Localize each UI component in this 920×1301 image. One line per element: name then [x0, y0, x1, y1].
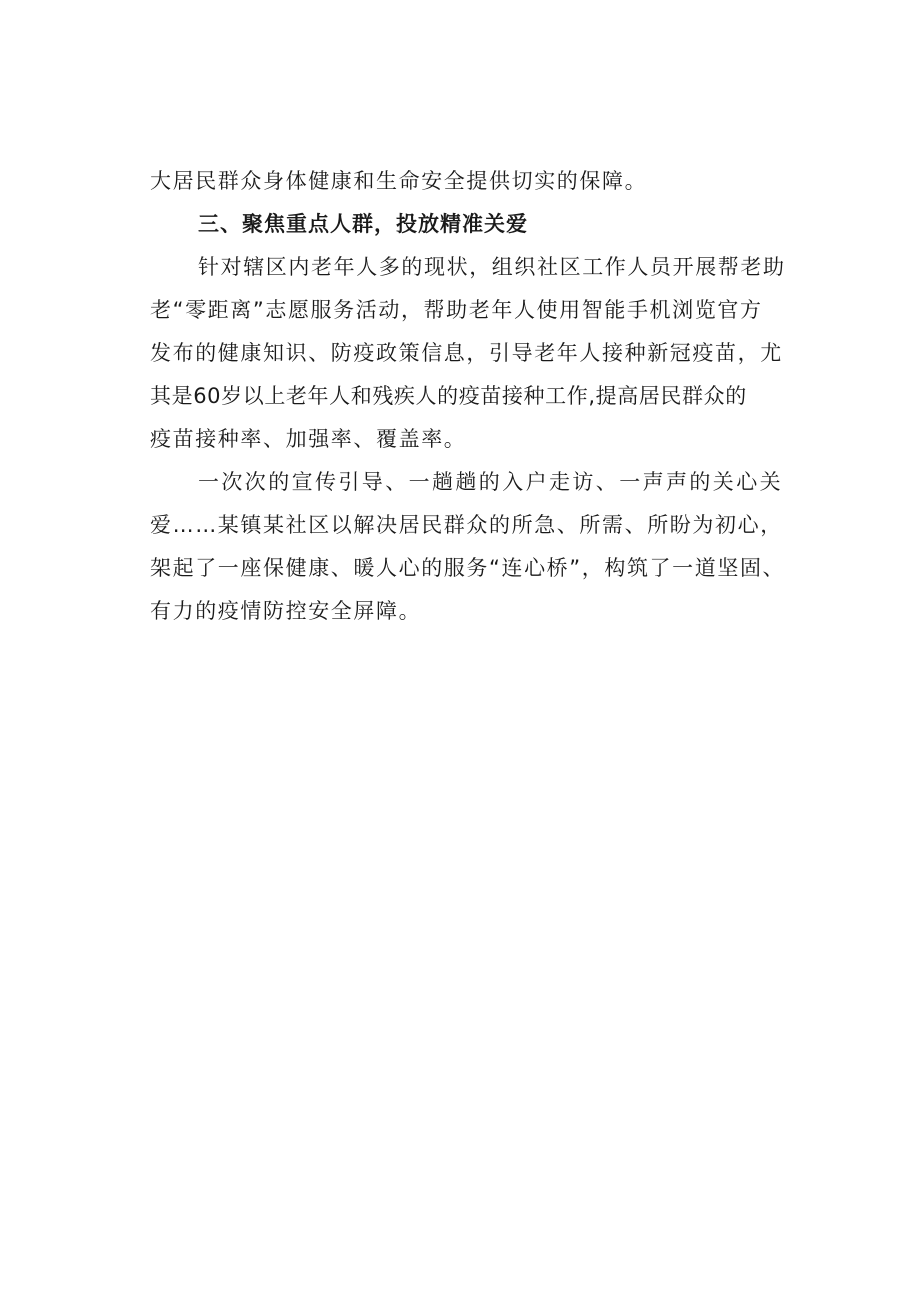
paragraph-line: 架起了一座保健康、暖人心的服务“连心桥”，构筑了一道坚固、 [150, 556, 786, 580]
paragraph-line: 有力的疫情防控安全屏障。 [150, 599, 422, 623]
paragraph-line: 一次次的宣传引导、一趟趟的入户走访、一声声的关心关 [198, 470, 783, 494]
paragraph-line: 大居民群众身体健康和生命安全提供切实的保障。 [150, 169, 648, 193]
paragraph-line: 老“零距离”志愿服务活动，帮助老年人使用智能手机浏览官方 [150, 298, 763, 322]
paragraph-line: 针对辖区内老年人多的现状，组织社区工作人员开展帮老助 [198, 255, 786, 279]
paragraph-line: 爱……某镇某社区以解决居民群众的所急、所需、所盼为初心， [150, 513, 783, 537]
document-body [150, 160, 810, 633]
paragraph-line: 其是60岁以上老年人和残疾人的疫苗接种工作,提高居民群众的 [150, 384, 747, 408]
section-heading: 三、聚焦重点人群，投放精准关爱 [198, 212, 528, 236]
paragraph-line: 发布的健康知识、防疫政策信息，引导老年人接种新冠疫苗，尤 [150, 341, 783, 365]
paragraph-line: 疫苗接种率、加强率、覆盖率。 [150, 427, 467, 451]
